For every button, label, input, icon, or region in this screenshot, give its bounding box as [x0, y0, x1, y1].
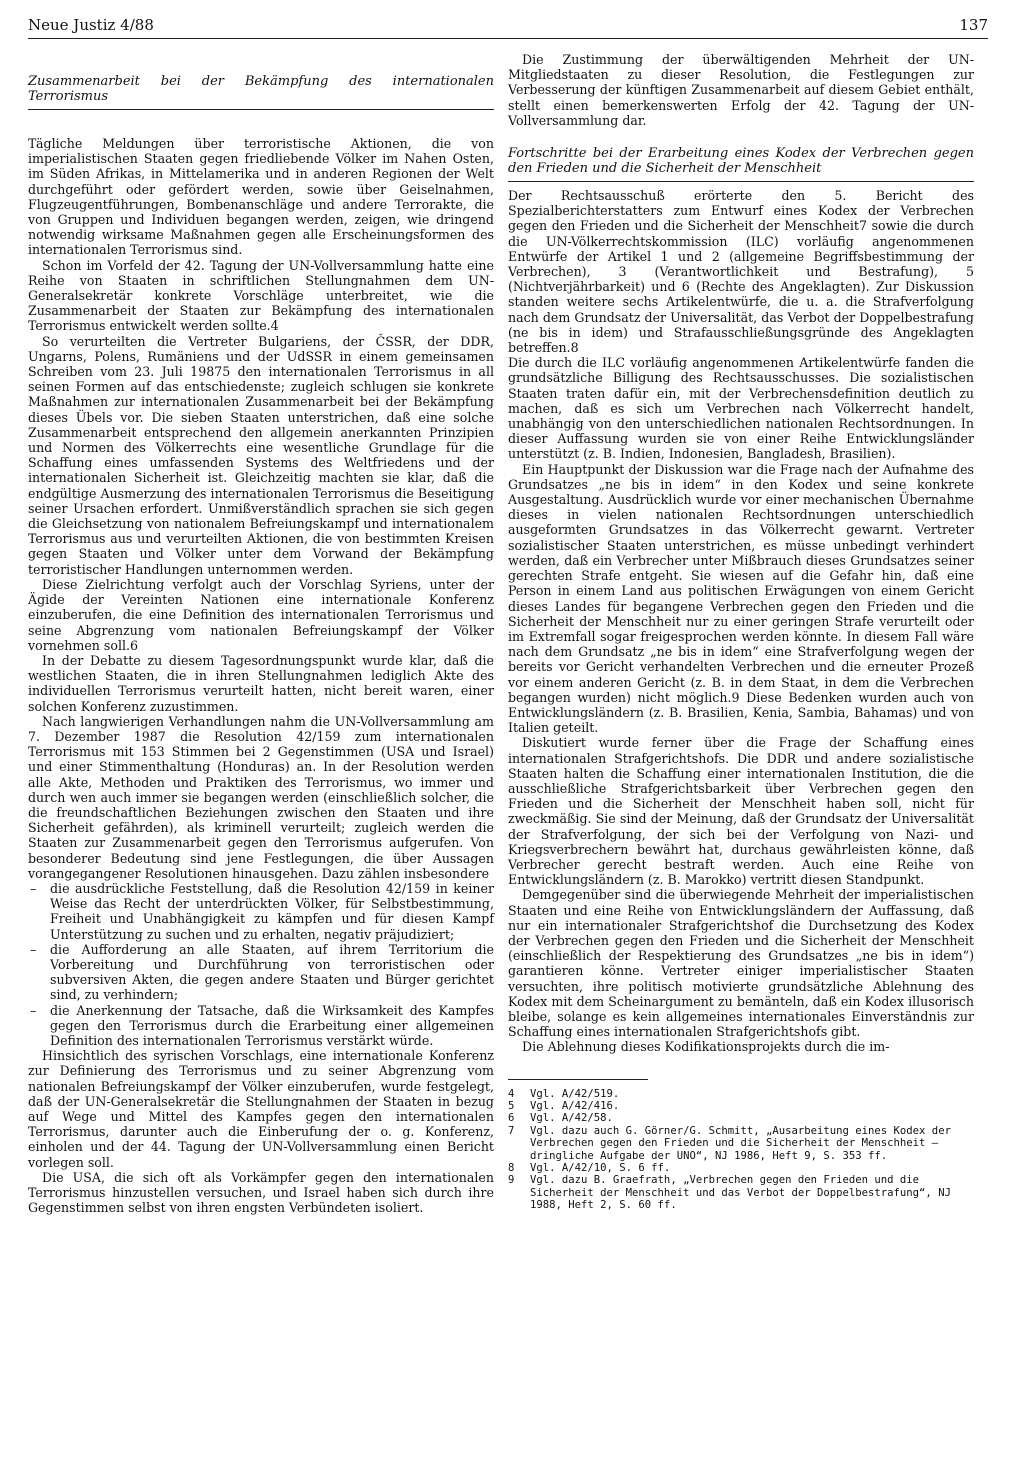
- footnote-number: 9: [508, 1174, 515, 1187]
- paragraph: Tägliche Meldungen über terroristische Aktionen, die von imperialistischen Staaten gegen friedliebende Völker im Nahen Osten, im Süden Afrikas, in Mittelamerika und in anderen Regionen der Welt durchgeführt oder gefördert werden, sowie über Geiselnahmen, Flugzeugentführungen, Bombenanschläge und andere Terrorakte, die von Gruppen und Individuen begangen werden, zeigen, wie dringend notwendig wirksame Maßnahmen gegen alle Erscheinungsformen des internationalen Terrorismus sind.: [28, 136, 494, 258]
- section-title-codex: Fortschritte bei der Erarbeitung eines Kodex der Verbrechen gegen den Frieden und die Sicherheit der Menschheit: [508, 146, 974, 182]
- paragraph: Die Zustimmung der überwältigenden Mehrheit der UN-Mitgliedstaaten zu dieser Resolution, die Festlegungen zur Verbesserung der künftigen Zusammenarbeit auf diesem Gebiet enthält, stellt einen bemerkenswerten Erfolg der 42. Tagung der UN-Vollversammlung dar.: [508, 52, 974, 128]
- paragraph: Die Ablehnung dieses Kodifikationsprojekts durch die im-: [522, 1039, 890, 1055]
- paragraph: Diese Zielrichtung verfolgt auch der Vorschlag Syriens, unter der Ägide der Vereinten Nationen eine internationale Konferenz einzuberufen, die eine Definition des internationalen Terrorismus und seine Abgrenzung vom nationalen Befreiungskampf der Völker vornehmen soll.6: [28, 576, 494, 653]
- footnote: [508, 1125, 974, 1162]
- footnote-number: 8: [508, 1162, 515, 1175]
- page-header: [28, 14, 988, 40]
- paragraph: Der Rechtsausschuß erörterte den 5. Bericht des Spezialberichterstatters zum Entwurf eines Kodex der Verbrechen gegen den Frieden und die Sicherheit der Menschheit7 sowie die durch die UN-Völkerrechtskommission (ILC) vorläufig angenommenen Entwürfe der Artikel 1 und 2 (allgemeine Begriffsbestimmung der Verbrechen), 3 (Verantwortlichkeit und Bestrafung), 5 (Nichtverjährbarkeit) und 6 (Rechte des Angeklagten). Zur Diskussion standen weitere sechs Artikelentwürfe, die u. a. die Strafverfolgung nach dem Grundsatz der Universalität, das Verbot der Doppelbestrafung (ne bis in idem) und Strafausschließungsgründe des Angeklagten betreffen.8: [508, 188, 974, 356]
- footnote-text: Vgl. A/42/10, S. 6 ff.: [530, 1162, 671, 1175]
- dash-list: [28, 881, 494, 1048]
- paragraph: Nach langwierigen Verhandlungen nahm die UN-Vollversammlung am 7. Dezember 1987 die Resolution 42/159 zum internationalen Terrorismus mit 153 Stimmen bei 2 Gegenstimmen (USA und Israel) und einer Stimmenthaltung (Honduras) an. In der Resolution werden alle Akte, Methoden und Praktiken des Terrorismus, wo immer und durch wen auch immer sie begangen werden (einschließlich solcher, die die freundschaftlichen Beziehungen zwischen den Staaten und ihre Sicherheit gefährden), als kriminell verurteilt; zugleich werden die Staaten zur Zusammenarbeit gegen den Terrorismus aufgerufen. Von besonderer Bedeutung sind jene Festlegungen, die über Aussagen vorangegangener Resolutionen hinausgehen. Dazu zählen insbesondere: [28, 713, 494, 881]
- paragraph: Ein Hauptpunkt der Diskussion war die Frage nach der Aufnahme des Grundsatzes „ne bis in idem“ in den Kodex und seine konkrete Ausgestaltung. Ausdrücklich wurde vor einer mechanischen Übernahme dieses in vielen nationalen Rechtsordnungen unterschiedlich ausgeformten Grundsatzes in das Völkerrecht gewarnt. Vertreter sozialistischer Staaten unterstrichen, es müsse unbedingt verhindert werden, daß ein Verbrecher unter Mißbrauch dieses Grundsatzes seiner gerechten Strafe entgeht. Sie wiesen auf die Gefahr hin, daß eine Person in einem Land aus politischen Erwägungen von einem Gericht dieses Landes für begangene Verbrechen gegen den Frieden und die Sicherheit der Menschheit nur zu einer geringen Strafe verurteilt oder im Extremfall sogar freigesprochen werden könnte. In diesem Fall wäre nach dem Grundsatz „ne bis in idem“ eine Strafverfolgung wegen der bereits vor Gericht verhandelten Verbrechen und die erneuter Prozeß vor einem anderen Gericht (z. B. in dem Staat, in dem die Verbrechen begangen wurden) nicht möglich.9 Diese Bedenken wurden auch von Entwicklungsländern (z. B. Brasilien, Kenia, Sambia, Bahamas) und von Italien geteilt.: [508, 461, 974, 736]
- right-column: [508, 52, 974, 1212]
- footnote: [508, 1112, 974, 1124]
- footnote-text: Vgl. A/42/416.: [530, 1100, 620, 1112]
- paragraph: Demgegenüber sind die überwiegende Mehrheit der imperialistischen Staaten und eine Reihe von Entwicklungsländern der Auffassung, daß nur ein internationaler Strafgerichtshof die Durchsetzung des Kodex der Verbrechen gegen den Frieden und die Sicherheit der Menschheit (einschließlich der Respektierung des Grundsatzes „ne bis in idem“) garantieren könne. Vertreter einiger imperialistischer Staaten versuchten, ihre politisch motivierte grundsätzliche Ablehnung des Kodex mit dem Scheinargument zu bemänteln, daß ein Kodex illusorisch bleibe, solange es kein allgemeines internationales Einverständnis zur Schaffung eines internationalen Strafgerichtshofs gibt.: [508, 887, 974, 1040]
- paragraph: So verurteilten die Vertreter Bulgariens, der ČSSR, der DDR, Ungarns, Polens, Rumäniens und der UdSSR in einem gemeinsamen Schreiben vom 23. Juli 19875 den internationalen Terrorismus in all seinen Formen auf das entschiedenste; zugleich schlugen sie konkrete Maßnahmen zur internationalen Zusammenarbeit bei der Bekämpfung dieses Übels vor. Die sieben Staaten unterstrichen, daß eine solche Zusammenarbeit entsprechend den allgemein anerkannten Prinzipien und Normen des Völkerrechts eine wesentliche Grundlage für die Schaffung eines umfassenden Systems des Weltfriedens und der internationalen Sicherheit ist. Gleichzeitig machten sie klar, daß die endgültige Ausmerzung des internationalen Terrorismus die Beseitigung seiner Ursachen erfordert. Unmißverständlich sprachen sie sich gegen die Gleichsetzung von nationalem Befreiungskampf und internationalem Terrorismus aus und verurteilten Aktionen, die von bestimmten Kreisen gegen Staaten und Völker unter dem Vorwand der Bekämpfung terroristischer Handlungen unternommen werden.: [28, 333, 494, 577]
- footnote-text: Vgl. dazu auch G. Görner/G. Schmitt, „Ausarbeitung eines Kodex der Verbrechen gegen den Frieden und die Sicherheit der Menschheit – dringliche Aufgabe der UNO“, NJ 1986, Heft 9, S. 353 ff.: [530, 1124, 951, 1162]
- footnote-text: Vgl. A/42/58.: [530, 1112, 613, 1125]
- footnote-number: 6: [508, 1112, 515, 1125]
- footnote-number: 4: [508, 1087, 515, 1100]
- paragraph: Die durch die ILC vorläufig angenommenen Artikelentwürfe fanden die grundsätzliche Billigung des Rechtsausschusses. Die sozialistischen Staaten traten dafür ein, mit der Verbrechensdefinition deutlich zu machen, daß es sich um Verbrechen nach Völkerrecht handelt, unabhängig von den unterschiedlichen nationalen Rechtsordnungen. In dieser Auffassung wurden sie von einer Reihe Entwicklungsländer unterstützt (z. B. Indien, Indonesien, Bangladesh, Brasilien).: [508, 355, 974, 462]
- section-title-terrorism: Zusammenarbeit bei der Bekämpfung des internationalen Terrorismus: [28, 74, 494, 110]
- footnote-text: Vgl. dazu B. Graefrath, „Verbrechen gegen den Frieden und die Sicherheit der Menschheit und das Verbot der Doppelbestrafung“, NJ 1988, Heft 2, S. 60 ff.: [530, 1174, 951, 1212]
- list-item: – die Anerkennung der Tatsache, daß die Wirksamkeit des Kampfes gegen den Terrorismus durch die Erarbeitung einer allgemeinen Definition des internationalen Terrorismus verstärkt würde.: [50, 1003, 494, 1049]
- paragraph: Schon im Vorfeld der 42. Tagung der UN-Vollversammlung hatte eine Reihe von Staaten in schriftlichen Stellungnahmen dem UN-Generalsekretär konkrete Vorschläge unterbreitet, wie die Zusammenarbeit der Staaten zur Bekämpfung des internationalen Terrorismus entwickelt werden sollte.4: [28, 257, 494, 334]
- footnote-text: Vgl. A/42/519.: [530, 1087, 620, 1100]
- paragraph: In der Debatte zu diesem Tagesordnungspunkt wurde klar, daß die westlichen Staaten, die in ihren Stellungnahmen lediglich Akte des individuellen Terrorismus verurteilt hatten, nicht bereit waren, einer solchen Konferenz zuzustimmen.: [28, 652, 494, 714]
- journal-issue: Neue Justiz 4/88: [28, 16, 154, 34]
- footnote-number: 5: [508, 1100, 515, 1112]
- left-column: [28, 52, 494, 1215]
- page-number: 137: [959, 16, 988, 34]
- footnote-rule: [508, 1079, 648, 1080]
- footnotes: [508, 1088, 974, 1212]
- footnote: [508, 1088, 974, 1100]
- footnote: [508, 1162, 974, 1174]
- footnote: [508, 1174, 974, 1211]
- paragraph: Diskutiert wurde ferner über die Frage der Schaffung eines internationalen Strafgerichtshofs. Die DDR und andere sozialistische Staaten halten die Schaffung einer internationalen Institution, die die ausschließliche Strafgerichtsbarkeit über Verbrechen gegen den Frieden und die Sicherheit der Menschheit haben soll, nicht für zweckmäßig. Sie sind der Meinung, daß der Grundsatz der Universalität der Strafverfolgung, der sich bei der Verfolgung von Nazi- und Kriegsverbrechern bewährt hat, durchaus gewährleisten könne, daß Verbrecher gerecht bestraft werden. Auch eine Reihe von Entwicklungsländern (z. B. Marokko) vertritt diesen Standpunkt.: [508, 735, 974, 888]
- list-item: – die Aufforderung an alle Staaten, auf ihrem Territorium die Vorbereitung und Durchführung von terroristischen oder subversiven Akten, die gegen andere Staaten und Bürger gerichtet sind, zu verhindern;: [50, 942, 494, 1003]
- list-item: – die ausdrückliche Feststellung, daß die Resolution 42/159 in keiner Weise das Recht der unterdrückten Völker, für Selbstbestimmung, Freiheit und Unabhängigkeit zu kämpfen und für diesen Kampf Unterstützung zu suchen und zu erhalten, negativ präjudiziert;: [50, 881, 494, 942]
- header-rule: [28, 38, 988, 39]
- paragraph: Hinsichtlich des syrischen Vorschlags, eine internationale Konferenz zur Definierung des Terrorismus und zu seiner Abgrenzung vom nationalen Befreiungskampf der Völker einzuberufen, wurde festgelegt, daß der UN-Generalsekretär die Stellungnahmen der Staaten in bezug auf Wege und Mittel des Kampfes gegen den internationalen Terrorismus, darunter auch die Einberufung der o. g. Konferenz, einholen und der 44. Tagung der UN-Vollversammlung einen Bericht vorlegen soll.: [28, 1048, 494, 1170]
- footnote-number: 7: [508, 1124, 515, 1137]
- paragraph: Die USA, die sich oft als Vorkämpfer gegen den internationalen Terrorismus hinzustellen versuchen, und Israel haben sich durch ihre Gegenstimmen selbst von ihren engsten Verbündeten isoliert.: [28, 1169, 494, 1216]
- footnote: [508, 1100, 974, 1112]
